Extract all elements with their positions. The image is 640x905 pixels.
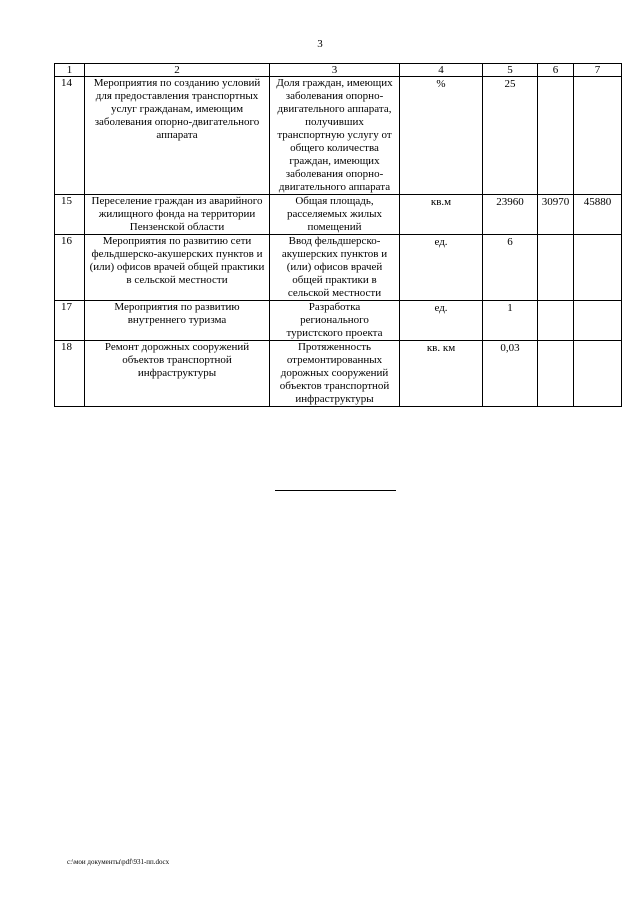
- value-col6: [538, 301, 574, 341]
- row-number: 14: [55, 77, 85, 195]
- table-row: [55, 301, 622, 341]
- value-col6: 30970: [538, 195, 574, 235]
- value-col7: [574, 301, 622, 341]
- value-col6: [538, 235, 574, 301]
- table-row: [55, 341, 622, 407]
- value-col5: 23960: [483, 195, 538, 235]
- unit: кв. км: [400, 341, 483, 407]
- row-number: 16: [55, 235, 85, 301]
- unit: ед.: [400, 235, 483, 301]
- header-cell: 3: [270, 64, 400, 77]
- value-col7: [574, 235, 622, 301]
- indicators-table: [54, 63, 622, 407]
- file-path-footer: c:\мои документы\pdf\931-пп.docx: [67, 858, 170, 866]
- indicator-name: Протяженность отремонтированных дорожных сооружений объектов транспортной инфраструктуры: [270, 341, 400, 407]
- value-col6: [538, 77, 574, 195]
- value-col5: 0,03: [483, 341, 538, 407]
- measure-name: Мероприятия по созданию условий для предоставления транспортных услуг гражданам, имеющим заболевания опорно-двигательного аппарата: [85, 77, 270, 195]
- indicator-name: Разработка регионального туристского проекта: [270, 301, 400, 341]
- indicator-name: Общая площадь, расселяемых жилых помещений: [270, 195, 400, 235]
- header-row: [55, 64, 622, 77]
- measure-name: Ремонт дорожных сооружений объектов транспортной инфраструктуры: [85, 341, 270, 407]
- table-row: [55, 77, 622, 195]
- header-cell: 6: [538, 64, 574, 77]
- measure-name: Мероприятия по развитию сети фельдшерско-акушерских пунктов и (или) офисов врачей общей практики в сельской местности: [85, 235, 270, 301]
- page-number: 3: [317, 38, 323, 50]
- value-col7: [574, 77, 622, 195]
- header-cell: 5: [483, 64, 538, 77]
- row-number: 15: [55, 195, 85, 235]
- value-col6: [538, 341, 574, 407]
- unit: %: [400, 77, 483, 195]
- indicator-name: Доля граждан, имеющих заболевания опорно-двигательного аппарата, получивших транспортную услугу от общего количества граждан, имеющих заболевания опорно-двигательного аппарата: [270, 77, 400, 195]
- unit: ед.: [400, 301, 483, 341]
- value-col5: 1: [483, 301, 538, 341]
- table-row: [55, 195, 622, 235]
- header-cell: 4: [400, 64, 483, 77]
- row-number: 17: [55, 301, 85, 341]
- measure-name: Мероприятия по развитию внутреннего туризма: [85, 301, 270, 341]
- value-col5: 25: [483, 77, 538, 195]
- value-col5: 6: [483, 235, 538, 301]
- header-cell: 1: [55, 64, 85, 77]
- closing-rule: [275, 490, 396, 491]
- table-row: [55, 235, 622, 301]
- indicator-name: Ввод фельдшерско-акушерских пунктов и (или) офисов врачей общей практики в сельской местности: [270, 235, 400, 301]
- value-col7: [574, 341, 622, 407]
- header-cell: 2: [85, 64, 270, 77]
- value-col7: 45880: [574, 195, 622, 235]
- measure-name: Переселение граждан из аварийного жилищного фонда на территории Пензенской области: [85, 195, 270, 235]
- row-number: 18: [55, 341, 85, 407]
- unit: кв.м: [400, 195, 483, 235]
- header-cell: 7: [574, 64, 622, 77]
